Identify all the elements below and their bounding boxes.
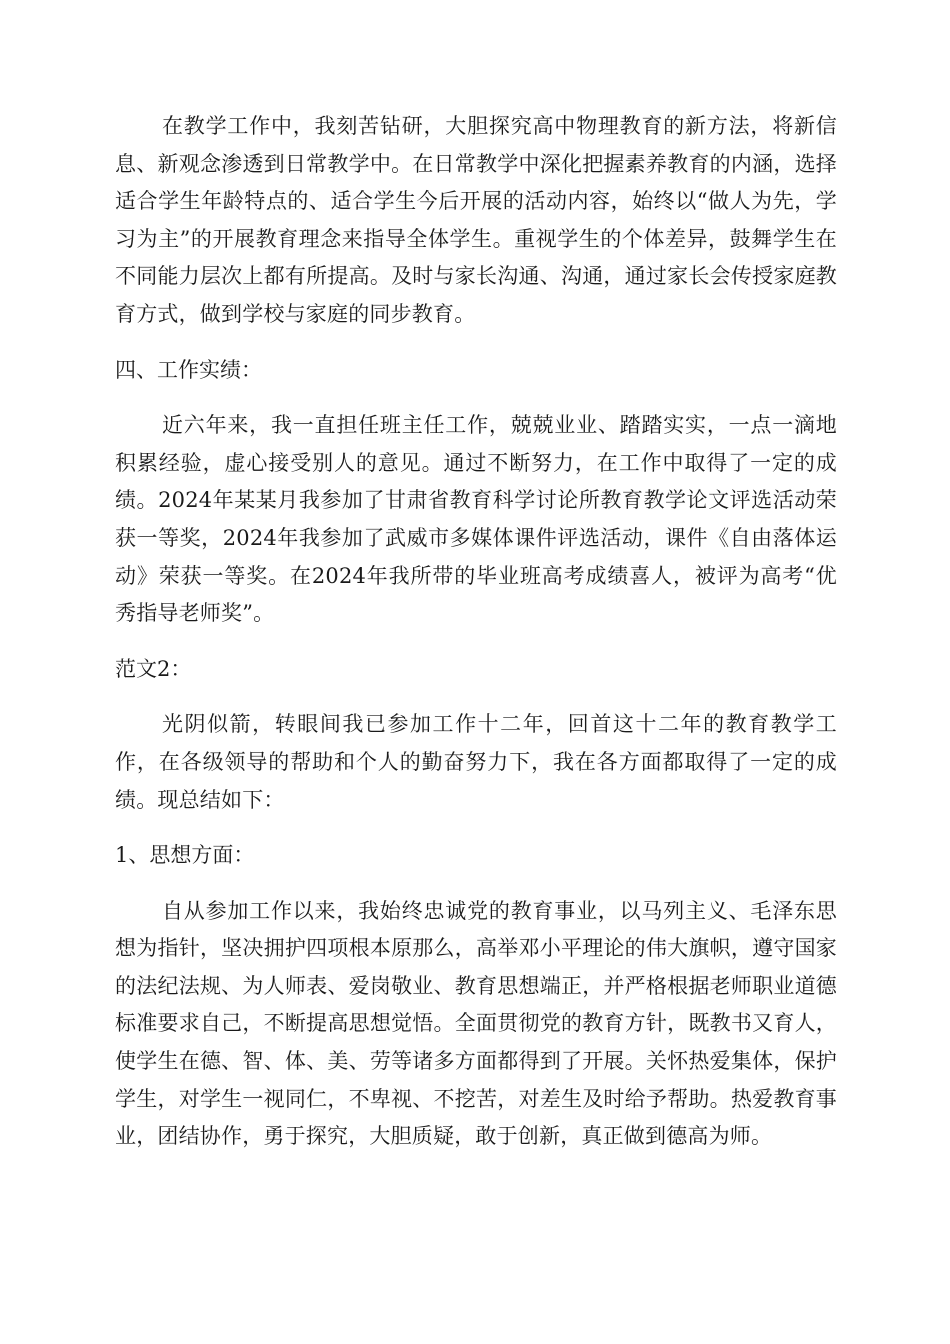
section-heading-achievements: 四、工作实绩：	[115, 357, 262, 382]
paragraph-achievements: 近六年来，我一直担任班主任工作，兢兢业业、踏踏实实，一点一滴地积累经验，虚心接受别人的意见。通过不断努力，在工作中取得了一定的成绩。2024年某某月我参加了甘肃省教育科学讨论所教育教学论文评选活动荣获一等奖，2024年我参加了武威市多媒体课件评选活动，课件《自由落体运动》荣获一等奖。在2024年我所带的毕业班高考成绩喜人，被评为高考“优秀指导老师奖”。	[115, 413, 837, 626]
paragraph-teaching-work: 在教学工作中，我刻苦钻研，大胆探究高中物理教育的新方法，将新信息、新观念渗透到日常教学中。在日常教学中深化把握素养教育的内涵，选择适合学生年龄特点的、适合学生今后开展的活动内容，始终以“做人为先，学习为主”的开展教育理念来指导全体学生。重视学生的个体差异，鼓舞学生在不同能力层次上都有所提高。及时与家长沟通、沟通，通过家长会传授家庭教育方式，做到学校与家庭的同步教育。	[115, 114, 837, 326]
sample-essay-heading: 范文2：	[115, 656, 192, 681]
section-heading-ideology: 1、思想方面：	[115, 843, 255, 868]
paragraph-introduction: 光阴似箭，转眼间我已参加工作十二年，回首这十二年的教育教学工作，在各级领导的帮助和个人的勤奋努力下，我在各方面都取得了一定的成绩。现总结如下：	[115, 712, 837, 812]
document-page	[115, 108, 837, 1156]
paragraph-ideology: 自从参加工作以来，我始终忠诚党的教育事业，以马列主义、毛泽东思想为指针，坚决拥护四项根本原那么，高举邓小平理论的伟大旗帜，遵守国家的法纪法规、为人师表、爱岗敬业、教育思想端正，并严格根据老师职业道德标准要求自己，不断提高思想觉悟。全面贯彻党的教育方针，既教书又育人，使学生在德、智、体、美、劳等诸多方面都得到了开展。关怀热爱集体，保护学生，对学生一视同仁，不卑视、不挖苦，对差生及时给予帮助。热爱教育事业，团结协作，勇于探究，大胆质疑，敢于创新，真正做到德高为师。	[115, 898, 837, 1149]
